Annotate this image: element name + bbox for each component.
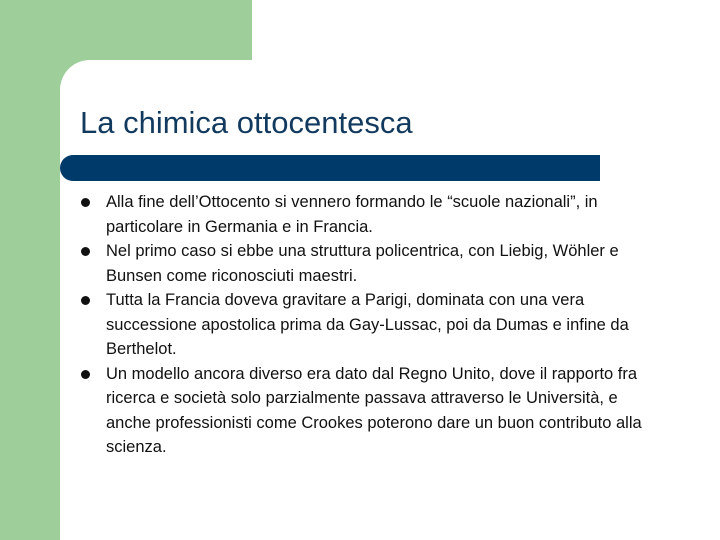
bullet-dot-icon bbox=[80, 288, 106, 313]
slide-title: La chimica ottocentesca bbox=[80, 105, 413, 140]
bullet-item bbox=[80, 362, 660, 460]
title-underline-bar bbox=[60, 155, 600, 181]
bullet-dot-icon bbox=[80, 190, 106, 215]
bullet-text: Tutta la Francia doveva gravitare a Parigi, dominata con una vera successione apostolica prima da Gay-Lussac, poi da Dumas e infine da Berthelot. bbox=[106, 291, 629, 358]
bullet-dot-icon bbox=[80, 362, 106, 387]
bullet-dot-icon bbox=[80, 239, 106, 264]
bullet-item bbox=[80, 190, 660, 239]
bullet-item bbox=[80, 288, 660, 362]
bullet-text: Nel primo caso si ebbe una struttura policentrica, con Liebig, Wöhler e Bunsen come riconosciuti maestri. bbox=[106, 242, 619, 285]
bullet-item bbox=[80, 239, 660, 288]
bullet-text: Un modello ancora diverso era dato dal Regno Unito, dove il rapporto fra ricerca e società solo parzialmente passava attraverso le Università, e anche professionisti come Crookes poterono dare un buon contributo alla scienza. bbox=[106, 364, 642, 456]
bullet-list bbox=[80, 190, 660, 460]
bullet-text: Alla fine dell’Ottocento si vennero formando le “scuole nazionali”, in particolare in Germania e in Francia. bbox=[106, 193, 598, 236]
